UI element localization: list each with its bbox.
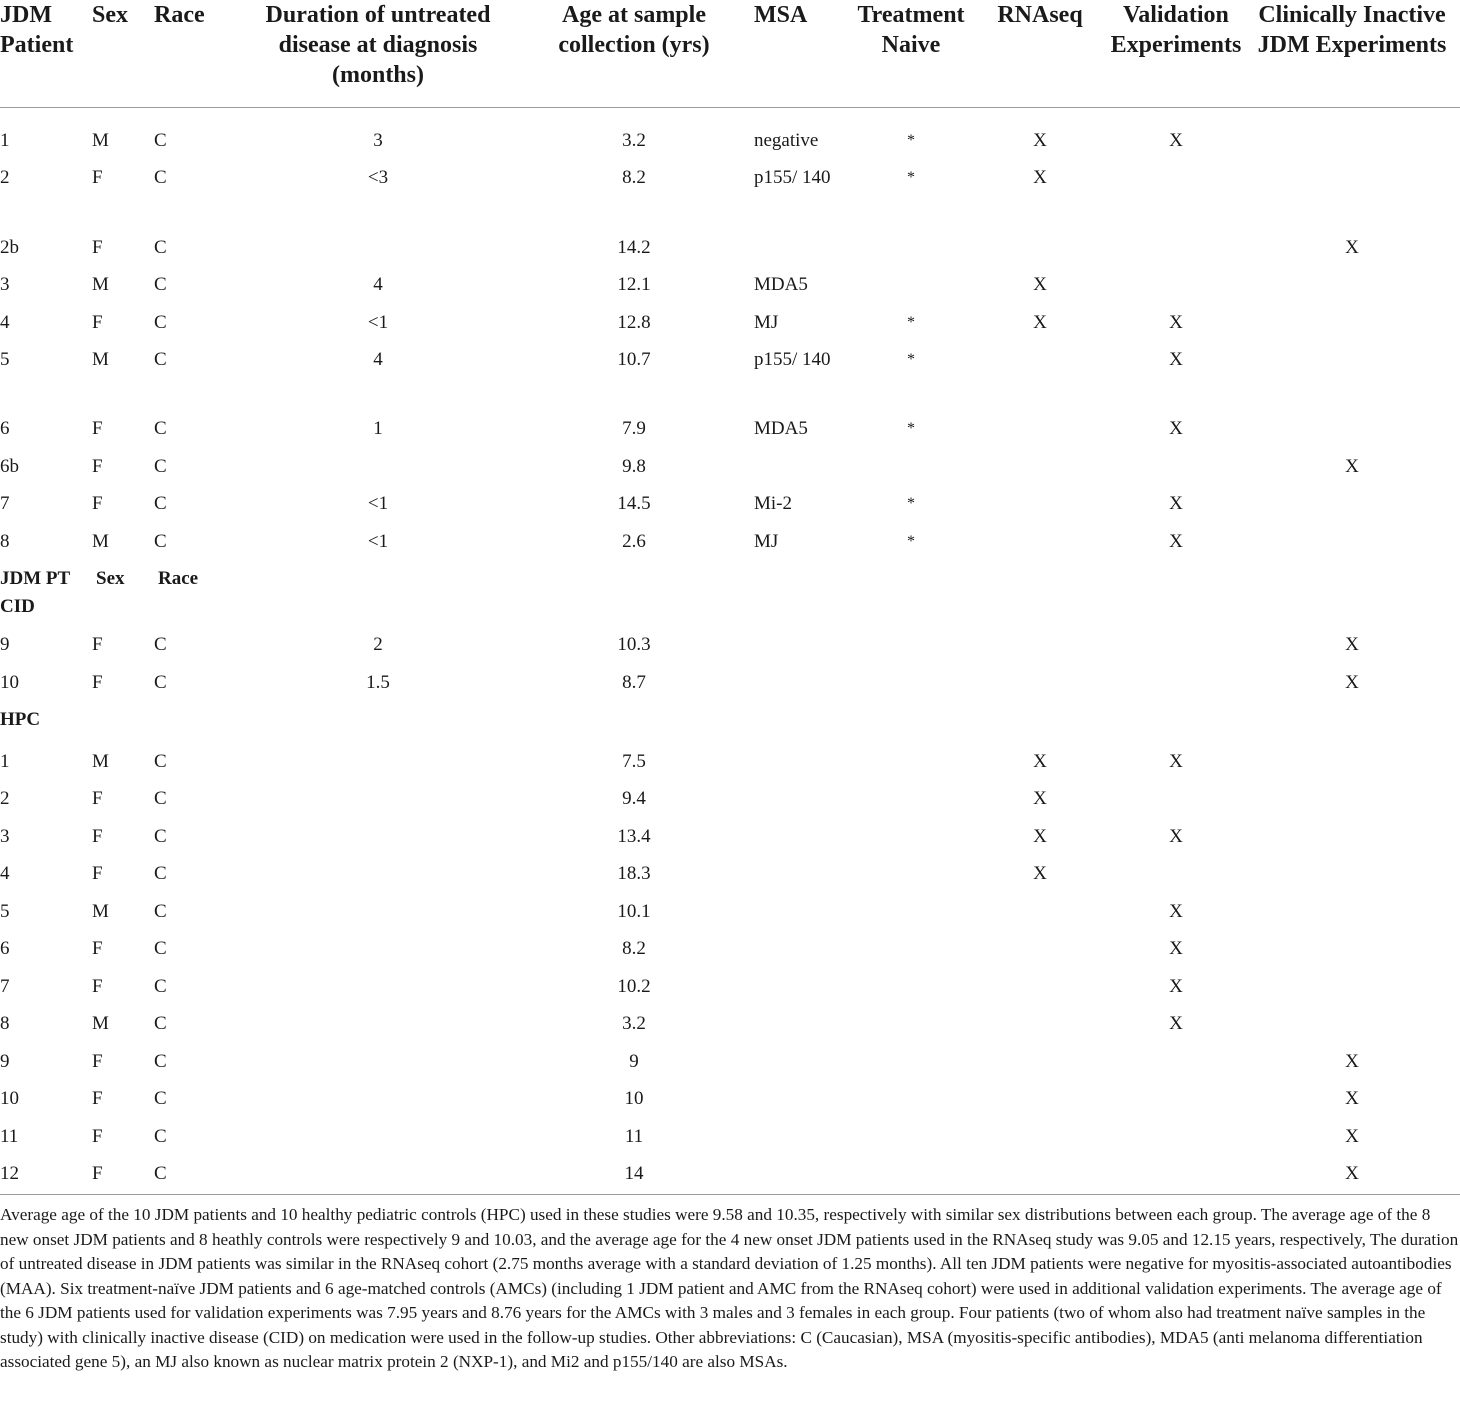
cell-race: C <box>154 130 167 151</box>
cell-rnaseq <box>972 1081 1108 1119</box>
cell-msa <box>754 627 850 665</box>
table-row <box>0 304 1460 342</box>
cell-age: 9.8 <box>622 455 646 477</box>
cell-age: 14 <box>624 1163 644 1185</box>
cell-sex: M <box>92 130 109 151</box>
empty-cell <box>850 561 972 627</box>
cell-patient-id: 8 <box>0 530 10 552</box>
table-row <box>0 1118 1460 1156</box>
cell-rnaseq <box>972 893 1108 931</box>
cell-clinically-inactive <box>1244 486 1460 524</box>
cell-sex: M <box>92 530 109 552</box>
table-row <box>0 1156 1460 1194</box>
cell-patient-id: 3 <box>0 274 10 296</box>
empty-cell <box>1108 561 1244 627</box>
cell-patient-id: 2b <box>0 236 19 258</box>
cell-clinically-inactive <box>1244 342 1460 411</box>
cell-clinically-inactive: X <box>1345 634 1359 656</box>
empty-cell <box>92 702 154 744</box>
empty-cell <box>754 702 850 744</box>
empty-cell <box>972 561 1108 627</box>
cell-treatment-naive <box>850 229 972 267</box>
header-age: Age at sample collection (yrs) <box>514 0 754 108</box>
cell-age: 12.1 <box>617 274 651 296</box>
cell-msa <box>754 781 850 819</box>
cell-sex: M <box>92 750 109 772</box>
cell-duration: <3 <box>367 167 389 188</box>
table-row <box>0 342 1460 411</box>
cell-msa <box>754 931 850 969</box>
cell-sex: M <box>92 274 109 296</box>
cell-treatment-naive <box>850 743 972 781</box>
cell-patient-id: 11 <box>0 1125 19 1147</box>
cell-validation <box>1108 1081 1244 1119</box>
cell-race: C <box>154 274 167 296</box>
cell-sex: F <box>92 975 103 997</box>
cell-race: C <box>154 1163 167 1185</box>
cell-msa: Mi-2 <box>754 493 792 515</box>
cell-race: C <box>154 634 167 656</box>
cell-clinically-inactive: X <box>1345 455 1359 477</box>
cell-treatment-naive <box>850 1043 972 1081</box>
cell-race: C <box>154 167 167 188</box>
cell-age: 10.1 <box>617 900 651 922</box>
header-treatment-naive: Treatment Naive <box>850 0 972 108</box>
cell-validation: X <box>1169 130 1183 151</box>
cell-age: 13.4 <box>617 825 651 847</box>
cell-msa <box>754 856 850 894</box>
cell-sex: F <box>92 1088 103 1110</box>
cell-msa <box>754 1043 850 1081</box>
empty-cell <box>514 561 754 627</box>
cell-msa: MDA5 <box>754 274 808 296</box>
cell-race: C <box>154 825 167 847</box>
cell-treatment-naive: * <box>907 169 915 186</box>
empty-cell <box>754 561 850 627</box>
cell-duration <box>242 743 514 781</box>
cell-sex: F <box>92 311 103 333</box>
cell-age: 10.2 <box>617 975 651 997</box>
cell-sex: M <box>92 900 109 922</box>
cell-treatment-naive <box>850 1118 972 1156</box>
cell-validation: X <box>1169 825 1183 847</box>
cell-clinically-inactive <box>1244 781 1460 819</box>
empty-cell <box>1244 561 1460 627</box>
cell-clinically-inactive: X <box>1345 1088 1359 1110</box>
cell-msa: negative <box>754 130 819 151</box>
cell-age: 9.4 <box>622 788 646 810</box>
cell-rnaseq <box>972 931 1108 969</box>
cell-treatment-naive <box>850 1156 972 1194</box>
cell-duration: 1 <box>373 418 383 440</box>
cell-msa <box>754 893 850 931</box>
cell-clinically-inactive <box>1244 931 1460 969</box>
cell-validation: X <box>1169 348 1183 370</box>
cell-race: C <box>154 975 167 997</box>
cell-race: C <box>154 938 167 960</box>
cell-clinically-inactive <box>1244 1006 1460 1044</box>
table-row <box>0 1006 1460 1044</box>
empty-cell <box>1108 702 1244 744</box>
cell-age: 2.6 <box>622 530 646 552</box>
cell-validation: X <box>1169 750 1183 772</box>
table-row <box>0 893 1460 931</box>
cell-clinically-inactive <box>1244 856 1460 894</box>
table-row <box>0 856 1460 894</box>
cell-sex: F <box>92 236 103 258</box>
cell-msa: MJ <box>754 530 779 552</box>
cell-treatment-naive <box>850 1006 972 1044</box>
table-row <box>0 523 1460 561</box>
table-row <box>0 108 1460 161</box>
empty-cell <box>154 702 242 744</box>
cell-msa <box>754 1006 850 1044</box>
cell-clinically-inactive: X <box>1345 1050 1359 1072</box>
cell-duration <box>242 1156 514 1194</box>
cell-validation: X <box>1169 900 1183 922</box>
cell-validation: X <box>1169 418 1183 440</box>
cell-rnaseq: X <box>1033 750 1047 772</box>
cell-msa <box>754 1156 850 1194</box>
cell-rnaseq <box>972 1156 1108 1194</box>
cell-duration: 3 <box>373 130 383 151</box>
cell-msa <box>754 743 850 781</box>
cell-patient-id: 2 <box>0 167 10 188</box>
cell-race: C <box>154 530 167 552</box>
cell-rnaseq: X <box>1033 130 1047 151</box>
cell-rnaseq: X <box>1033 274 1047 296</box>
cell-msa: MDA5 <box>754 418 808 440</box>
cell-treatment-naive <box>850 448 972 486</box>
header-clinically-inactive: Clinically Inactive JDM Experiments <box>1244 0 1460 108</box>
cell-validation <box>1108 627 1244 665</box>
cell-msa <box>754 1118 850 1156</box>
cell-clinically-inactive: X <box>1345 671 1359 693</box>
cell-clinically-inactive <box>1244 304 1460 342</box>
cell-treatment-naive <box>850 931 972 969</box>
cell-clinically-inactive <box>1244 818 1460 856</box>
cell-validation: X <box>1169 493 1183 515</box>
cell-age: 10.3 <box>617 634 651 656</box>
table-row <box>0 1043 1460 1081</box>
cell-sex: F <box>92 418 103 440</box>
cell-age: 7.9 <box>622 418 646 440</box>
cell-validation <box>1108 1156 1244 1194</box>
cell-sex: F <box>92 1050 103 1072</box>
cell-patient-id: 9 <box>0 1050 10 1072</box>
cell-rnaseq <box>972 627 1108 665</box>
section-label: JDM PT CID <box>0 567 70 617</box>
cell-sex: F <box>92 863 103 885</box>
empty-cell <box>242 561 514 627</box>
cell-clinically-inactive <box>1244 523 1460 561</box>
cell-sex: F <box>92 167 103 188</box>
cell-duration: 4 <box>373 274 383 296</box>
cell-treatment-naive <box>850 664 972 702</box>
cell-duration: 2 <box>373 634 383 656</box>
cell-msa <box>754 229 850 267</box>
cell-rnaseq <box>972 229 1108 267</box>
cell-patient-id: 6b <box>0 455 19 477</box>
cell-patient-id: 7 <box>0 493 10 515</box>
cell-patient-id: 1 <box>0 750 10 772</box>
table-row <box>0 1081 1460 1119</box>
table-row <box>0 968 1460 1006</box>
cell-race: C <box>154 455 167 477</box>
cell-clinically-inactive <box>1244 108 1460 161</box>
cell-treatment-naive: * <box>907 420 915 438</box>
cell-duration <box>242 1081 514 1119</box>
cell-validation <box>1108 1118 1244 1156</box>
empty-cell <box>514 702 754 744</box>
cell-treatment-naive <box>850 781 972 819</box>
cell-patient-id: 9 <box>0 634 10 656</box>
cell-sex: F <box>92 825 103 847</box>
table-row <box>0 486 1460 524</box>
cell-clinically-inactive <box>1244 893 1460 931</box>
cell-rnaseq <box>972 523 1108 561</box>
cell-patient-id: 5 <box>0 348 10 370</box>
cell-validation: X <box>1169 1013 1183 1035</box>
table-row <box>0 411 1460 449</box>
table-header <box>0 0 1460 108</box>
cell-rnaseq <box>972 448 1108 486</box>
cell-age: 8.2 <box>622 167 646 188</box>
cell-validation <box>1108 781 1244 819</box>
header-patient: JDM Patient <box>0 0 92 108</box>
cell-age: 10 <box>624 1088 644 1110</box>
cell-race: C <box>154 493 167 515</box>
cell-clinically-inactive: X <box>1345 1125 1359 1147</box>
cell-age: 3.2 <box>622 1013 646 1035</box>
cell-duration <box>242 856 514 894</box>
cell-treatment-naive <box>850 818 972 856</box>
cell-race: C <box>154 418 167 440</box>
cell-duration <box>242 229 514 267</box>
cell-sex: F <box>92 455 103 477</box>
table-row <box>0 627 1460 665</box>
table-row <box>0 818 1460 856</box>
cell-rnaseq <box>972 342 1108 411</box>
cell-sex: F <box>92 671 103 693</box>
cell-patient-id: 8 <box>0 1013 10 1035</box>
cell-duration: <1 <box>367 530 389 552</box>
table-body <box>0 108 1460 1194</box>
cell-rnaseq: X <box>1033 788 1047 810</box>
cell-sex: F <box>92 1125 103 1147</box>
cell-duration <box>242 931 514 969</box>
header-race: Race <box>154 0 242 108</box>
cell-race: C <box>154 1125 167 1147</box>
cell-age: 14.5 <box>617 493 651 515</box>
empty-cell <box>242 702 514 744</box>
table-row <box>0 781 1460 819</box>
cell-duration: <1 <box>367 311 389 333</box>
cell-race: C <box>154 900 167 922</box>
cell-age: 9 <box>629 1050 639 1072</box>
cell-clinically-inactive <box>1244 160 1460 229</box>
section-label: Sex <box>96 567 125 589</box>
cell-sex: F <box>92 938 103 960</box>
table-row <box>0 743 1460 781</box>
header-duration: Duration of untreated disease at diagnosis (months) <box>242 0 514 108</box>
cell-msa: p155/ 140 <box>754 167 831 188</box>
cell-duration <box>242 448 514 486</box>
cell-validation: X <box>1169 975 1183 997</box>
cell-treatment-naive: * <box>907 313 915 331</box>
table-row <box>0 664 1460 702</box>
cell-rnaseq <box>972 1118 1108 1156</box>
empty-cell <box>850 702 972 744</box>
cell-msa <box>754 818 850 856</box>
cell-validation <box>1108 267 1244 305</box>
cell-race: C <box>154 671 167 693</box>
cell-validation <box>1108 1043 1244 1081</box>
table-row <box>0 160 1460 229</box>
cell-treatment-naive <box>850 627 972 665</box>
cell-msa <box>754 1081 850 1119</box>
cell-clinically-inactive: X <box>1345 1163 1359 1185</box>
cell-duration: 1.5 <box>366 671 390 693</box>
cell-validation: X <box>1169 311 1183 333</box>
cell-rnaseq <box>972 1043 1108 1081</box>
table-row <box>0 267 1460 305</box>
cell-msa: MJ <box>754 311 779 333</box>
cell-treatment-naive <box>850 968 972 1006</box>
section-label: Race <box>158 567 199 589</box>
cell-age: 11 <box>624 1125 644 1147</box>
cell-patient-id: 5 <box>0 900 10 922</box>
cell-validation <box>1108 160 1244 229</box>
cell-race: C <box>154 1050 167 1072</box>
section-jdm-pt-cid <box>0 561 1460 627</box>
cell-duration <box>242 968 514 1006</box>
cell-rnaseq <box>972 411 1108 449</box>
section-label: HPC <box>0 708 41 730</box>
empty-cell <box>1244 702 1460 744</box>
cell-validation <box>1108 856 1244 894</box>
cell-clinically-inactive <box>1244 267 1460 305</box>
cell-validation: X <box>1169 938 1183 960</box>
cell-rnaseq: X <box>1033 863 1047 885</box>
cell-patient-id: 6 <box>0 418 10 440</box>
cell-treatment-naive: * <box>907 532 915 550</box>
cell-race: C <box>154 236 167 258</box>
cell-race: C <box>154 1088 167 1110</box>
cell-rnaseq <box>972 486 1108 524</box>
cell-duration <box>242 1006 514 1044</box>
header-msa: MSA <box>754 0 850 108</box>
cell-sex: F <box>92 634 103 656</box>
cell-duration <box>242 818 514 856</box>
cell-sex: F <box>92 1163 103 1185</box>
cell-treatment-naive <box>850 267 972 305</box>
cell-treatment-naive: * <box>907 495 915 513</box>
cell-validation <box>1108 448 1244 486</box>
cell-race: C <box>154 750 167 772</box>
cell-race: C <box>154 348 167 370</box>
cell-treatment-naive: * <box>907 132 915 149</box>
cell-msa <box>754 968 850 1006</box>
cell-patient-id: 3 <box>0 825 10 847</box>
cell-duration: 4 <box>373 348 383 370</box>
cell-patient-id: 2 <box>0 788 10 810</box>
cell-duration <box>242 1043 514 1081</box>
cell-rnaseq: X <box>1033 825 1047 847</box>
cell-patient-id: 4 <box>0 863 10 885</box>
cell-rnaseq <box>972 664 1108 702</box>
cell-rnaseq <box>972 1006 1108 1044</box>
cell-sex: M <box>92 348 109 370</box>
cell-sex: F <box>92 788 103 810</box>
cell-treatment-naive <box>850 1081 972 1119</box>
cell-patient-id: 1 <box>0 130 10 151</box>
cell-race: C <box>154 788 167 810</box>
cell-validation: X <box>1169 530 1183 552</box>
cell-race: C <box>154 863 167 885</box>
cell-age: 12.8 <box>617 311 651 333</box>
header-sex: Sex <box>92 0 154 108</box>
cell-patient-id: 12 <box>0 1163 19 1185</box>
cell-validation <box>1108 664 1244 702</box>
cell-sex: M <box>92 1013 109 1035</box>
cell-clinically-inactive: X <box>1345 236 1359 258</box>
cell-patient-id: 6 <box>0 938 10 960</box>
table-row <box>0 448 1460 486</box>
cell-sex: F <box>92 493 103 515</box>
cell-duration <box>242 1118 514 1156</box>
cell-rnaseq: X <box>1033 311 1047 333</box>
cell-treatment-naive <box>850 856 972 894</box>
cell-clinically-inactive <box>1244 968 1460 1006</box>
cell-duration <box>242 781 514 819</box>
header-rnaseq: RNAseq <box>972 0 1108 108</box>
cell-clinically-inactive <box>1244 743 1460 781</box>
cell-rnaseq <box>972 968 1108 1006</box>
cell-age: 14.2 <box>617 236 651 258</box>
header-validation: Validation Experiments <box>1108 0 1244 108</box>
empty-cell <box>972 702 1108 744</box>
cell-msa <box>754 448 850 486</box>
cell-clinically-inactive <box>1244 411 1460 449</box>
cell-race: C <box>154 1013 167 1035</box>
cell-age: 8.2 <box>622 938 646 960</box>
table-row <box>0 931 1460 969</box>
cell-race: C <box>154 311 167 333</box>
cell-treatment-naive: * <box>907 350 915 368</box>
cell-treatment-naive <box>850 893 972 931</box>
cell-duration: <1 <box>367 493 389 515</box>
table-footnote: Average age of the 10 JDM patients and 10 healthy pediatric controls (HPC) used in these studies were 9.58 and 10.35, respectively with similar sex distributions between each group. The average age of the 8 new onset JDM patients and 8 heathly controls were respectively 9 and 10.03, and the average age for the 4 new onset JDM patients used in the RNAseq study was 9.05 and 12.15 years, respectively, The duration of untreated disease in JDM patients was similar in the RNAseq cohort (2.75 months average with a standard deviation of 1.25 months). All ten JDM patients were negative for myositis-associated autoantibodies (MAA). Six treatment-naïve JDM patients and 6 age-matched controls (AMCs) (including 1 JDM patient and AMC from the RNAseq cohort) were used in additional validation experiments. The average age of the 6 JDM patients used for validation experiments was 7.95 years and 8.76 years for the AMCs with 3 males and 3 females in each group. Four patients (two of whom also had treatment naïve samples in the study) with clinically inactive disease (CID) on medication were used in the follow-up studies. Other abbreviations: C (Caucasian), MSA (myositis-specific antibodies), MDA5 (anti melanoma differentiation associated gene 5), an MJ also known as nuclear matrix protein 2 (NXP-1), and Mi2 and p155/140 are also MSAs. <box>0 1194 1460 1375</box>
cell-patient-id: 10 <box>0 1088 19 1110</box>
cell-patient-id: 7 <box>0 975 10 997</box>
cell-msa <box>754 664 850 702</box>
cell-duration <box>242 893 514 931</box>
cell-age: 7.5 <box>622 750 646 772</box>
table-row <box>0 229 1460 267</box>
section-hpc <box>0 702 1460 744</box>
cell-patient-id: 10 <box>0 671 19 693</box>
cell-patient-id: 4 <box>0 311 10 333</box>
cell-age: 10.7 <box>617 348 651 370</box>
cell-msa: p155/ 140 <box>754 348 831 370</box>
cell-validation <box>1108 229 1244 267</box>
cell-age: 18.3 <box>617 863 651 885</box>
cell-rnaseq: X <box>1033 167 1047 188</box>
cell-age: 8.7 <box>622 671 646 693</box>
cell-age: 3.2 <box>622 130 646 151</box>
